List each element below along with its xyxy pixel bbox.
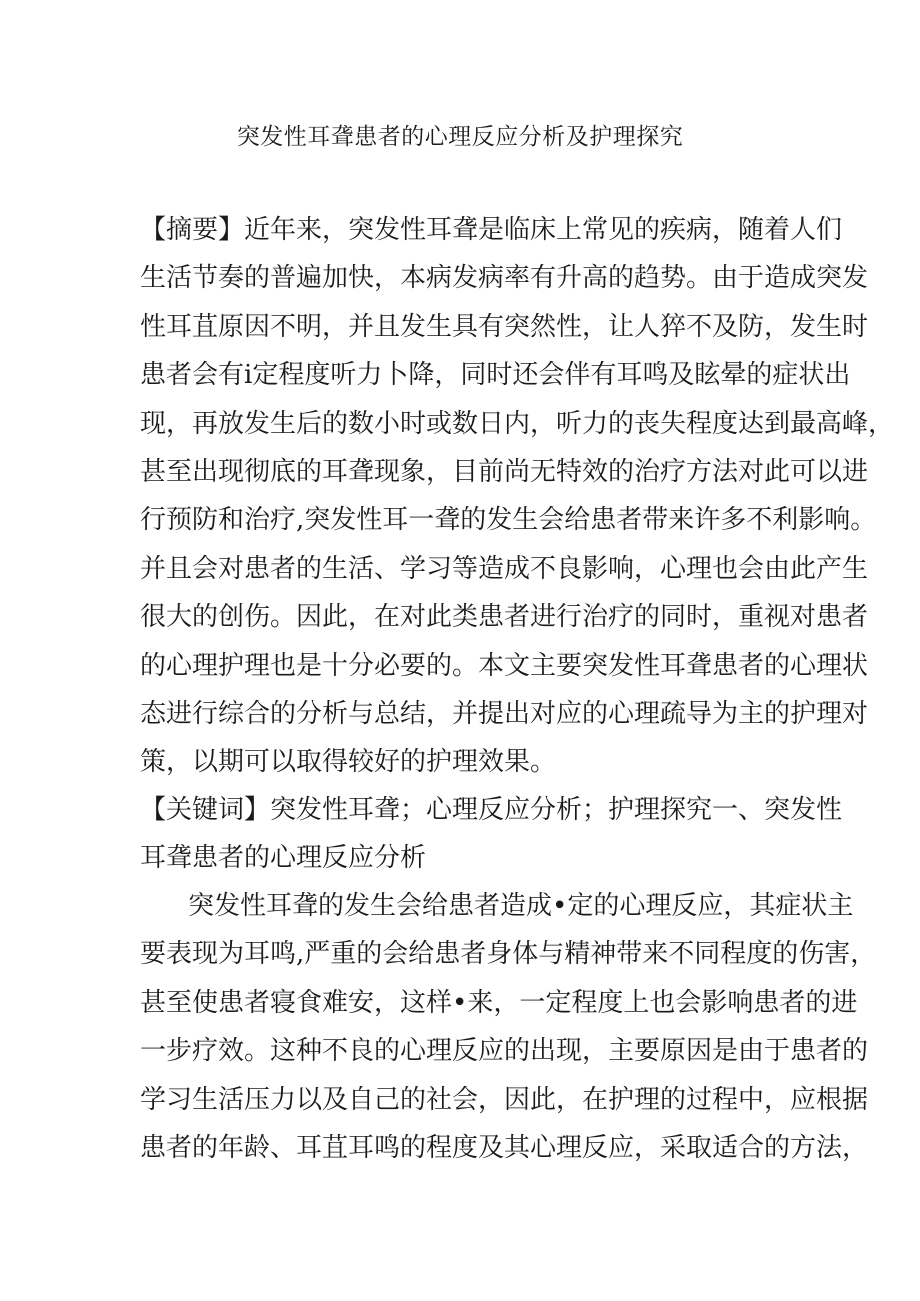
- abstract-line: 甚至出现彻底的耳聋现象，目前尚无特效的治疗方法对此可以进: [140, 456, 869, 487]
- body-line: 患者的年龄、耳苴耳鸣的程度及其心理反应，采取适合的方法，: [140, 1132, 869, 1163]
- abstract-line: 现，再放发生后的数小时或数日内，听力的丧失程度达到最高峰，: [140, 408, 895, 439]
- abstract-line: 的心理护理也是十分必要的。本文主要突发性耳聋患者的心理状: [140, 650, 869, 681]
- abstract-line: 性耳苴原因不明，并且发生具有突然性，让人猝不及防，发生时: [140, 311, 869, 342]
- body-line: 学习生活压力以及自己的社会，因此，在护理的过程中，应根据: [140, 1084, 869, 1115]
- abstract-line: 生活节奏的普遍加快，本病发病率有升高的趋势。由于造成突发: [140, 263, 869, 294]
- body-line: 一步疗效。这种不良的心理反应的出现，主要原因是由于患者的: [140, 1036, 869, 1067]
- abstract-line: 患者会有i定程度听力卜降，同时还会伴有耳鸣及眩晕的症状出: [140, 360, 851, 391]
- body-line: 甚至使患者寝食难安，这样•来，一定程度上也会影响患者的进: [140, 987, 858, 1018]
- keywords-line: 【关键词】突发性耳聋；心理反应分析；护理探究一、突发性: [140, 795, 843, 825]
- keywords-paragraph: [140, 786, 843, 883]
- page-title: 突发性耳聋患者的心理反应分析及护理探究: [236, 124, 684, 150]
- abstract-line: 态进行综合的分析与总结，并提出对应的心理疏导为主的护理对: [140, 698, 869, 729]
- abstract-line: 并且会对患者的生活、学习等造成不良影响，心理也会由此产生: [140, 553, 869, 584]
- body-paragraph: [140, 882, 877, 1172]
- section-heading-line: 耳聋患者的心理反应分析: [140, 843, 427, 874]
- abstract-paragraph: [140, 206, 895, 787]
- body-line: 突发性耳聋的发生会给患者造成•定的心理反应，其症状主: [188, 891, 854, 921]
- abstract-line: 【摘要】近年来，突发性耳聋是临床上常见的疾病，随着人们: [140, 215, 843, 245]
- abstract-line: 策，以期可以取得较好的护理效果。: [140, 747, 557, 778]
- abstract-line: 行预防和治疗,突发性耳一聋的发生会给患者带来许多不利影响。: [140, 505, 877, 536]
- abstract-line: 很大的创伤。因此，在对此类患者进行治疗的同时，重视对患者: [140, 602, 869, 633]
- body-line: 要表现为耳鸣,严重的会给患者身体与精神带来不同程度的伤害，: [140, 939, 877, 970]
